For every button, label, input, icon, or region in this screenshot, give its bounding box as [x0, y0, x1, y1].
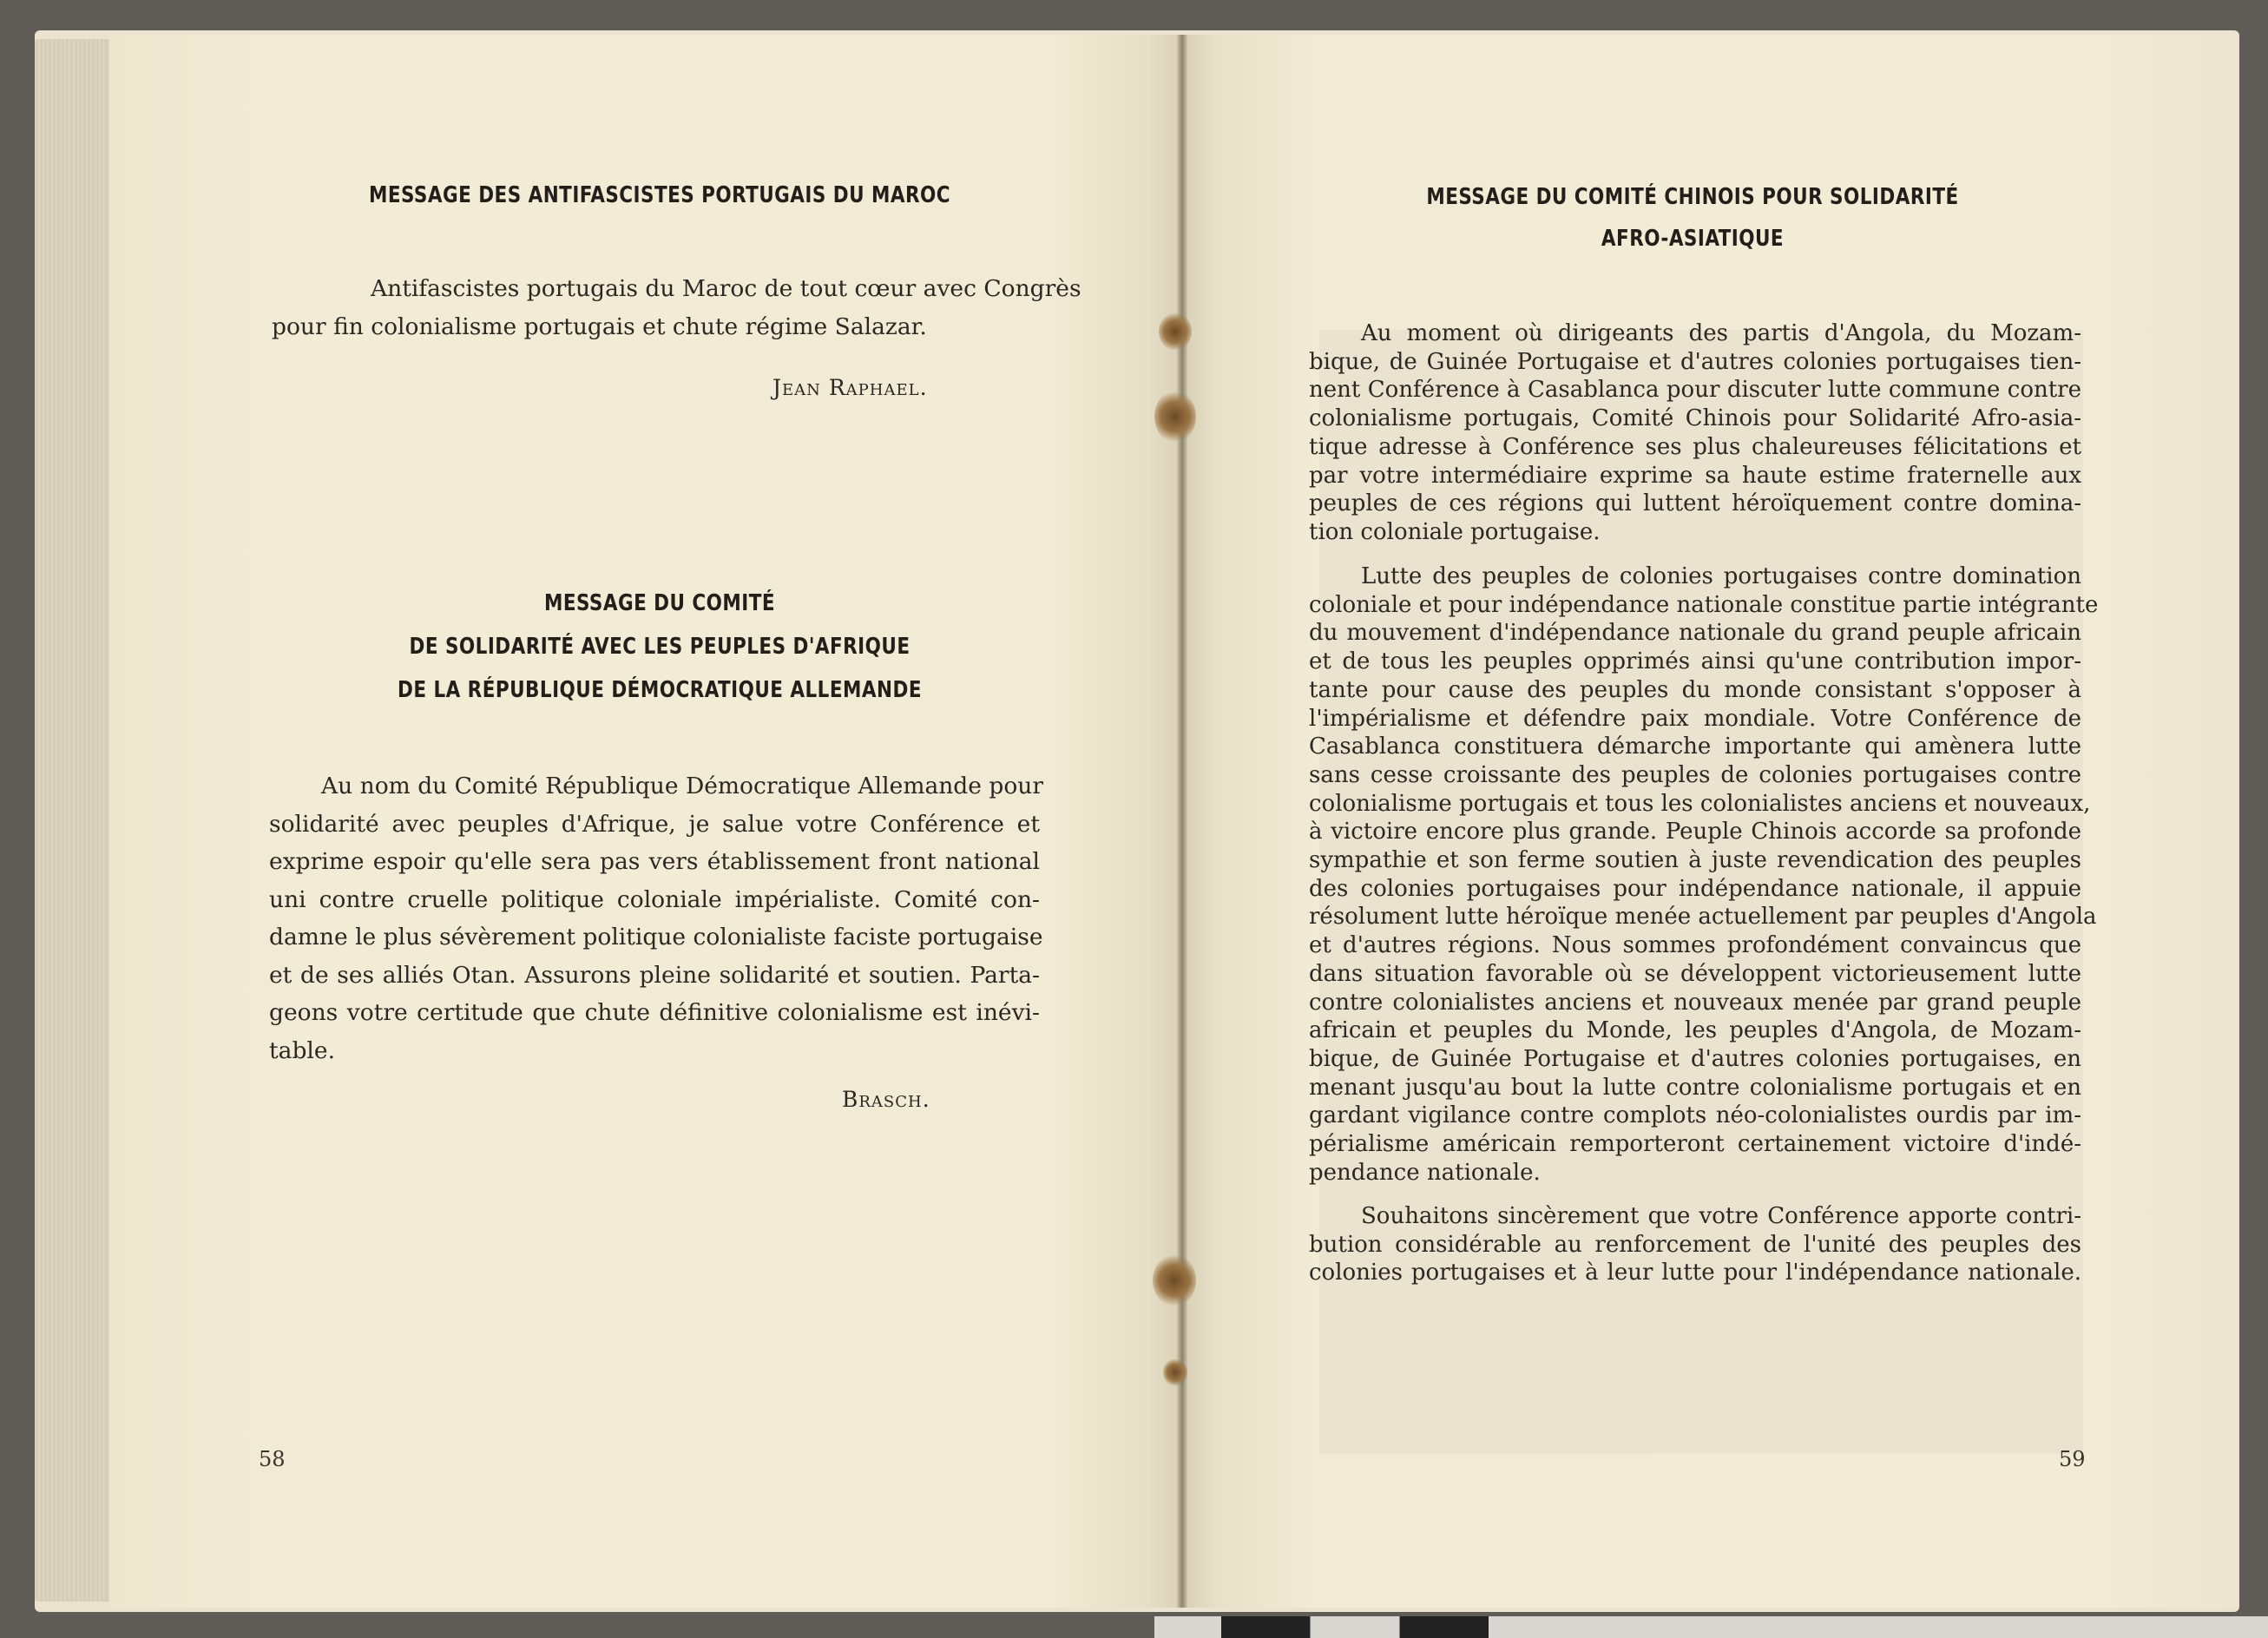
text-line: exprime espoir qu'elle sera pas vers établissement front national	[269, 848, 1040, 875]
text-line: nent Conférence à Casablanca pour discuter lutte commune contre	[1309, 377, 2081, 404]
text-line: uni contre cruelle politique coloniale impérialiste. Comité con-	[269, 885, 1040, 913]
scan-color-ruler	[1154, 1616, 2268, 1638]
text-line: Au moment où dirigeants des partis d'Angola, du Mozam-	[1361, 320, 2081, 346]
text-line: Au nom du Comité République Démocratique Allemande pour	[321, 773, 1044, 799]
page-number-right: 59	[2059, 1447, 2086, 1471]
text-line: bique, de Guinée Portugaise et d'autres colonies portugaises, en	[1309, 1045, 2081, 1072]
section1-body	[272, 270, 1081, 345]
right-title-line: MESSAGE DU COMITÉ CHINOIS POUR SOLIDARITÉ	[1426, 184, 1959, 210]
right-paragraph-2	[1309, 562, 2099, 1187]
text-line: à victoire encore plus grande. Peuple Chinois accorde sa profonde	[1309, 819, 2081, 845]
section1-title-block	[269, 174, 1050, 217]
page-number-left: 58	[259, 1447, 286, 1471]
text-line: et de ses alliés Otan. Assurons pleine solidarité et soutien. Parta-	[269, 961, 1040, 989]
binding-stain	[1153, 1254, 1196, 1306]
right-paragraph-1	[1309, 319, 2081, 547]
text-line: pendance nationale.	[1309, 1159, 1541, 1186]
text-line: tante pour cause des peuples du monde consistant s'opposer à	[1309, 676, 2081, 703]
text-line: et d'autres régions. Nous sommes profondément convaincus que	[1309, 932, 2081, 959]
text-line: sympathie et son ferme soutien à juste revendication des peuples	[1309, 847, 2081, 874]
section1-signature: Jean Raphael.	[772, 375, 928, 400]
text-line: résolument lutte héroïque menée actuellement par peuples d'Angola	[1309, 904, 2097, 931]
text-line: Lutte des peuples de colonies portugaises contre domination	[1361, 563, 2081, 589]
text-line: coloniale et pour indépendance nationale constitue partie intégrante	[1309, 591, 2099, 618]
text-line: Casablanca constituera démarche importante qui amènera lutte	[1309, 733, 2081, 760]
text-line: damne le plus sévèrement politique colonialiste faciste portugaise	[269, 924, 1043, 951]
text-line: colonialisme portugais, Comité Chinois pour Solidarité Afro-asia-	[1309, 405, 2081, 432]
section2-title-line: MESSAGE DU COMITÉ	[543, 590, 776, 616]
text-line: geons votre certitude que chute définitive colonialisme est inévi-	[269, 999, 1040, 1026]
binding-stain	[1159, 312, 1192, 351]
section2-title-line: DE LA RÉPUBLIQUE DÉMOCRATIQUE ALLEMANDE	[398, 677, 922, 703]
section2-title-line: DE SOLIDARITÉ AVEC LES PEUPLES D'AFRIQUE	[409, 634, 910, 660]
text-line: colonialisme portugais et tous les colonialistes anciens et nouveaux,	[1309, 790, 2091, 817]
right-title-line: AFRO-ASIATIQUE	[1601, 226, 1785, 252]
text-line: par votre intermédiaire exprime sa haute estime fraternelle aux	[1309, 462, 2081, 489]
right-paragraph-3	[1309, 1202, 2081, 1287]
text-line: gardant vigilance contre complots néo-colonialistes ourdis par im-	[1309, 1102, 2081, 1129]
text-line: africain et peuples du Monde, les peuples d'Angola, de Mozam-	[1309, 1017, 2081, 1044]
text-line: tique adresse à Conférence ses plus chaleureuses félicitations et	[1309, 433, 2081, 460]
binding-stain	[1163, 1358, 1187, 1386]
text-line: et de tous les peuples opprimés ainsi qu'une contribution impor-	[1309, 648, 2081, 675]
text-line: l'impérialisme et défendre paix mondiale. Votre Conférence de	[1309, 705, 2081, 732]
binding-stain	[1154, 391, 1196, 443]
text-line: bique, de Guinée Portugaise et d'autres colonies portugaises tien-	[1309, 348, 2081, 375]
text-line: peuples de ces régions qui luttent héroïquement contre domina-	[1309, 490, 2081, 517]
text-line: tion coloniale portugaise.	[1309, 518, 1601, 545]
text-line: solidarité avec peuples d'Afrique, je salue votre Conférence et	[269, 810, 1040, 838]
text-line: bution considérable au renforcement de l'unité des peuples des	[1309, 1231, 2081, 1258]
text-line: colonies portugaises et à leur lutte pour l'indépendance nationale.	[1309, 1260, 2081, 1286]
text-line: du mouvement d'indépendance nationale du grand peuple africain	[1309, 620, 2081, 647]
text-line: table.	[269, 1036, 335, 1064]
right-title-block	[1311, 176, 2074, 260]
text-line: contre colonialistes anciens et nouveaux menée par grand peuple	[1309, 989, 2081, 1016]
text-line: périalisme américain remporteront certainement victoire d'indé-	[1309, 1131, 2081, 1158]
page-edges	[35, 39, 109, 1602]
section2-body	[269, 767, 1044, 1069]
text-line: des colonies portugaises pour indépendance nationale, il appuie	[1309, 875, 2081, 902]
text-line: menant jusqu'au bout la lutte contre colonialisme portugais et en	[1309, 1074, 2081, 1101]
text-line: sans cesse croissante des peuples de colonies portugaises contre	[1309, 761, 2081, 788]
text-line: Souhaitons sincèrement que votre Conférence apporte contri-	[1361, 1203, 2081, 1229]
section1-title: MESSAGE DES ANTIFASCISTES PORTUGAIS DU MAROC	[368, 182, 951, 208]
section2-signature: Brasch.	[842, 1087, 930, 1112]
text-line: dans situation favorable où se développent victorieusement lutte	[1309, 960, 2081, 987]
text-line: pour fin colonialisme portugais et chute régime Salazar.	[272, 312, 927, 340]
section2-title-block	[269, 582, 1050, 712]
text-line: Antifascistes portugais du Maroc de tout cœur avec Congrès	[371, 275, 1081, 302]
